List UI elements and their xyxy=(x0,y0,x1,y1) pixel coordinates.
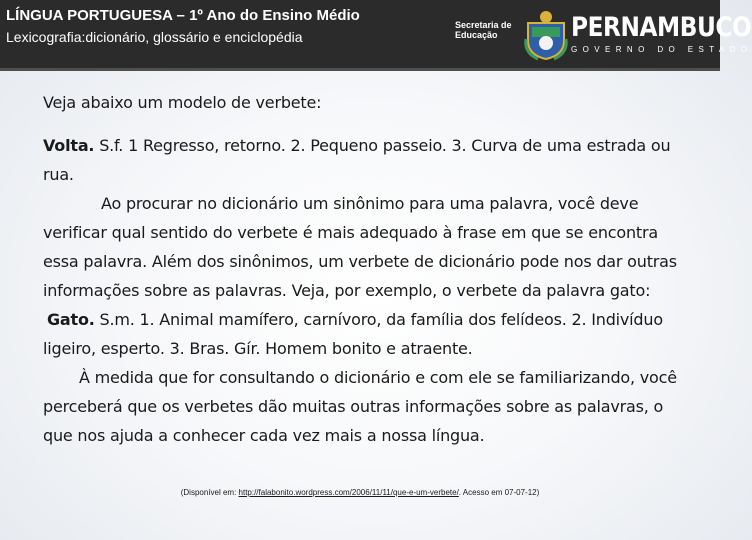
brand-name: PERNAMBUCO xyxy=(571,12,752,43)
entry-volta xyxy=(43,131,683,189)
intro-text: Veja abaixo um modelo de verbete: xyxy=(43,93,322,112)
secretaria-line2: Educação xyxy=(455,30,498,40)
page-title: LÍNGUA PORTUGUESA – 1º Ano do Ensino Médio xyxy=(6,7,360,24)
entry-gato xyxy=(43,305,683,363)
brand-subtitle: GOVERNO DO ESTADO xyxy=(571,45,752,54)
secretaria-label xyxy=(455,20,515,40)
source-prefix: (Disponível em: xyxy=(180,488,239,497)
header-bar xyxy=(0,0,752,71)
definition-volta: S.f. 1 Regresso, retorno. 2. Pequeno passeio. 3. Curva de uma estrada ou rua. xyxy=(43,136,671,184)
source-citation xyxy=(0,488,720,497)
page-subtitle: Lexicografia:dicionário, glossário e enciclopédia xyxy=(6,29,303,45)
secretaria-line1: Secretaria de xyxy=(455,20,512,30)
pernambuco-coat-of-arms-icon xyxy=(524,9,568,61)
definition-gato: S.m. 1. Animal mamífero, carnívoro, da família dos felídeos. 2. Indivíduo ligeiro, esperto. 3. Bras. Gír. Homem bonito e atraente. xyxy=(43,310,663,358)
headword-volta: Volta. xyxy=(43,136,95,155)
headword-gato: Gato. xyxy=(47,310,95,329)
main-content xyxy=(43,88,683,450)
paragraph-1: Ao procurar no dicionário um sinônimo para uma palavra, você deve verificar qual sentido do verbete é mais adequado à frase em que se encontra essa palavra. Além dos sinônimos, um verbete de dicionário pode nos dar outras informações sobre as palavras. Veja, por exemplo, o verbete da palavra gato: xyxy=(43,194,677,300)
source-suffix: . Acesso em 07-07-12) xyxy=(458,488,540,497)
source-link[interactable]: http://falabonito.wordpress.com/2006/11/11/que-e-um-verbete/ xyxy=(238,488,459,497)
paragraph-2: À medida que for consultando o dicionário e com ele se familiarizando, você perceberá que os verbetes dão muitas outras informações sobre as palavras, o que nos ajuda a conhecer cada vez mais a nossa língua. xyxy=(43,368,677,445)
